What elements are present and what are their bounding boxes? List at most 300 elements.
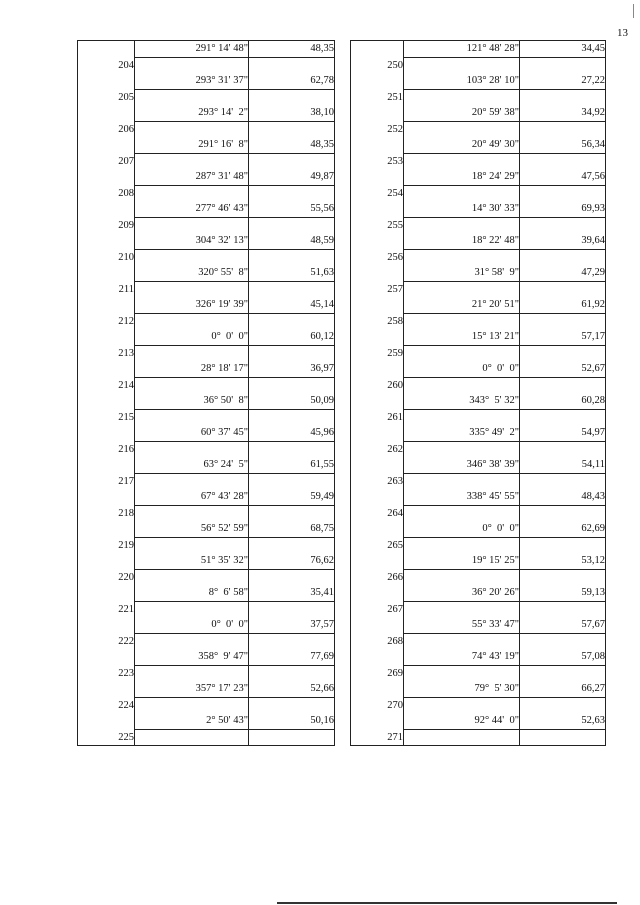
- direction-angle-cell: [135, 249, 249, 265]
- point-row: [351, 601, 606, 617]
- segment-length-cell: [249, 505, 335, 521]
- direction-angle-cell: 304° 32' 13": [135, 233, 249, 249]
- direction-angle-cell: 20° 59' 38": [404, 105, 520, 121]
- direction-angle-cell: 346° 38' 39": [404, 457, 520, 473]
- scan-edge-mark: [633, 4, 634, 18]
- segment-row: [351, 393, 606, 409]
- point-number-cell: 262: [351, 441, 404, 457]
- direction-angle-cell: [135, 633, 249, 649]
- segment-length-cell: [520, 537, 606, 553]
- segment-length-cell: [249, 569, 335, 585]
- segment-row: [78, 105, 335, 121]
- segment-row: [78, 201, 335, 217]
- point-row: [351, 537, 606, 553]
- point-number-cell: 252: [351, 121, 404, 137]
- point-number-cell: 213: [78, 345, 135, 361]
- direction-angle-cell: 92° 44' 0": [404, 713, 520, 729]
- point-number-cell: [78, 73, 135, 89]
- point-row: [351, 281, 606, 297]
- point-row: [78, 601, 335, 617]
- segment-length-cell: [249, 377, 335, 393]
- segment-length-cell: 61,55: [249, 457, 335, 473]
- direction-angle-cell: 18° 24' 29": [404, 169, 520, 185]
- segment-row: [351, 681, 606, 697]
- point-number-cell: [351, 297, 404, 313]
- point-number-cell: 221: [78, 601, 135, 617]
- segment-length-cell: 59,13: [520, 585, 606, 601]
- point-number-cell: 253: [351, 153, 404, 169]
- segment-row: [351, 201, 606, 217]
- segment-length-cell: [520, 409, 606, 425]
- point-number-cell: [78, 553, 135, 569]
- segment-length-cell: [520, 377, 606, 393]
- segment-row: [351, 137, 606, 153]
- point-row: [351, 249, 606, 265]
- segment-length-cell: 45,96: [249, 425, 335, 441]
- point-row: [78, 217, 335, 233]
- segment-length-cell: 49,87: [249, 169, 335, 185]
- direction-angle-cell: [404, 665, 520, 681]
- direction-angle-cell: 67° 43' 28": [135, 489, 249, 505]
- segment-length-cell: [520, 121, 606, 137]
- point-number-cell: [351, 169, 404, 185]
- segment-length-cell: 50,09: [249, 393, 335, 409]
- point-number-cell: 211: [78, 281, 135, 297]
- direction-angle-cell: [404, 473, 520, 489]
- direction-angle-cell: [404, 57, 520, 73]
- point-number-cell: 261: [351, 409, 404, 425]
- segment-length-cell: [249, 153, 335, 169]
- segment-length-cell: [520, 665, 606, 681]
- segment-length-cell: 55,56: [249, 201, 335, 217]
- segment-row: [351, 233, 606, 249]
- point-number-cell: [78, 137, 135, 153]
- direction-angle-cell: 20° 49' 30": [404, 137, 520, 153]
- point-row: [351, 729, 606, 746]
- point-number-cell: [78, 681, 135, 697]
- direction-angle-cell: 338° 45' 55": [404, 489, 520, 505]
- point-row: [351, 377, 606, 393]
- direction-angle-cell: 335° 49' 2": [404, 425, 520, 441]
- point-number-cell: [78, 649, 135, 665]
- direction-angle-cell: [404, 633, 520, 649]
- direction-angle-cell: 277° 46' 43": [135, 201, 249, 217]
- point-number-cell: 250: [351, 57, 404, 73]
- segment-row: [351, 553, 606, 569]
- direction-angle-cell: [404, 601, 520, 617]
- point-row: [351, 473, 606, 489]
- direction-angle-cell: 121° 48' 28": [404, 41, 520, 58]
- direction-angle-cell: [135, 537, 249, 553]
- segment-length-cell: [249, 185, 335, 201]
- segment-length-cell: [249, 665, 335, 681]
- direction-angle-cell: [404, 569, 520, 585]
- direction-angle-cell: [404, 697, 520, 713]
- segment-row: [78, 329, 335, 345]
- segment-length-cell: [249, 473, 335, 489]
- segment-length-cell: 77,69: [249, 649, 335, 665]
- point-number-cell: [78, 169, 135, 185]
- direction-angle-cell: 28° 18' 17": [135, 361, 249, 377]
- point-number-cell: [78, 489, 135, 505]
- direction-angle-cell: [404, 153, 520, 169]
- direction-angle-cell: 0° 0' 0": [135, 329, 249, 345]
- point-row: [351, 569, 606, 585]
- direction-angle-cell: 18° 22' 48": [404, 233, 520, 249]
- point-number-cell: [351, 713, 404, 729]
- point-number-cell: 260: [351, 377, 404, 393]
- point-number-cell: [78, 329, 135, 345]
- segment-length-cell: [249, 57, 335, 73]
- direction-angle-cell: [135, 697, 249, 713]
- direction-angle-cell: 31° 58' 9": [404, 265, 520, 281]
- point-row: [78, 633, 335, 649]
- point-row: [78, 377, 335, 393]
- point-number-cell: 207: [78, 153, 135, 169]
- segment-row: [78, 265, 335, 281]
- direction-angle-cell: [404, 313, 520, 329]
- point-row: [78, 537, 335, 553]
- point-number-cell: 225: [78, 729, 135, 746]
- coordinate-table-right: [350, 40, 606, 746]
- point-row: [78, 281, 335, 297]
- direction-angle-cell: 358° 9' 47": [135, 649, 249, 665]
- point-number-cell: [351, 649, 404, 665]
- direction-angle-cell: [404, 441, 520, 457]
- point-number-cell: [351, 137, 404, 153]
- point-number-cell: 205: [78, 89, 135, 105]
- point-number-cell: [351, 553, 404, 569]
- point-number-cell: [78, 585, 135, 601]
- segment-length-cell: 62,78: [249, 73, 335, 89]
- point-number-cell: 210: [78, 249, 135, 265]
- segment-length-cell: 60,28: [520, 393, 606, 409]
- point-row: [351, 153, 606, 169]
- direction-angle-cell: [135, 441, 249, 457]
- segment-length-cell: [520, 473, 606, 489]
- segment-row: [78, 649, 335, 665]
- segment-length-cell: 39,64: [520, 233, 606, 249]
- point-number-cell: 217: [78, 473, 135, 489]
- point-row: [351, 441, 606, 457]
- point-row: [351, 697, 606, 713]
- point-number-cell: 224: [78, 697, 135, 713]
- point-number-cell: [78, 265, 135, 281]
- direction-angle-cell: [135, 377, 249, 393]
- point-number-cell: [351, 233, 404, 249]
- segment-length-cell: [520, 697, 606, 713]
- point-number-cell: 209: [78, 217, 135, 233]
- segment-row: [351, 617, 606, 633]
- segment-length-cell: 68,75: [249, 521, 335, 537]
- point-number-cell: [78, 297, 135, 313]
- segment-row: [351, 457, 606, 473]
- segment-length-cell: 54,11: [520, 457, 606, 473]
- point-row: [351, 57, 606, 73]
- segment-length-cell: [520, 153, 606, 169]
- segment-length-cell: [249, 537, 335, 553]
- point-row: [78, 441, 335, 457]
- segment-length-cell: 52,67: [520, 361, 606, 377]
- segment-length-cell: 57,17: [520, 329, 606, 345]
- segment-row: [351, 329, 606, 345]
- point-number-cell: 271: [351, 729, 404, 746]
- segment-length-cell: [520, 249, 606, 265]
- point-number-cell: [351, 361, 404, 377]
- segment-length-cell: 53,12: [520, 553, 606, 569]
- segment-length-cell: [520, 345, 606, 361]
- point-row: [78, 697, 335, 713]
- segment-length-cell: 61,92: [520, 297, 606, 313]
- direction-angle-cell: 21° 20' 51": [404, 297, 520, 313]
- point-number-cell: 255: [351, 217, 404, 233]
- segment-length-cell: 54,97: [520, 425, 606, 441]
- point-number-cell: [351, 681, 404, 697]
- direction-angle-cell: 0° 0' 0": [135, 617, 249, 633]
- segment-row: [78, 457, 335, 473]
- segment-length-cell: 38,10: [249, 105, 335, 121]
- direction-angle-cell: [135, 281, 249, 297]
- segment-length-cell: [249, 409, 335, 425]
- segment-row: [78, 393, 335, 409]
- segment-length-cell: 56,34: [520, 137, 606, 153]
- segment-length-cell: [520, 569, 606, 585]
- segment-length-cell: 52,66: [249, 681, 335, 697]
- direction-angle-cell: 0° 0' 0": [404, 521, 520, 537]
- point-number-cell: 220: [78, 569, 135, 585]
- segment-row: [351, 425, 606, 441]
- segment-row: [351, 713, 606, 729]
- segment-length-cell: 60,12: [249, 329, 335, 345]
- direction-angle-cell: 287° 31' 48": [135, 169, 249, 185]
- segment-length-cell: [520, 633, 606, 649]
- point-number-cell: [351, 41, 404, 58]
- point-number-cell: 257: [351, 281, 404, 297]
- point-row: [78, 185, 335, 201]
- point-number-cell: 222: [78, 633, 135, 649]
- direction-angle-cell: 55° 33' 47": [404, 617, 520, 633]
- segment-length-cell: 45,14: [249, 297, 335, 313]
- direction-angle-cell: [404, 185, 520, 201]
- segment-length-cell: 48,43: [520, 489, 606, 505]
- segment-length-cell: [249, 441, 335, 457]
- segment-length-cell: 48,35: [249, 41, 335, 58]
- page-number: 13: [617, 27, 628, 39]
- segment-length-cell: 69,93: [520, 201, 606, 217]
- segment-length-cell: 57,08: [520, 649, 606, 665]
- direction-angle-cell: [404, 409, 520, 425]
- point-number-cell: [78, 617, 135, 633]
- segment-length-cell: [520, 89, 606, 105]
- point-number-cell: 218: [78, 505, 135, 521]
- direction-angle-cell: [404, 249, 520, 265]
- point-number-cell: 266: [351, 569, 404, 585]
- point-number-cell: [78, 393, 135, 409]
- point-number-cell: [78, 457, 135, 473]
- direction-angle-cell: [404, 537, 520, 553]
- direction-angle-cell: [135, 89, 249, 105]
- point-number-cell: [78, 713, 135, 729]
- point-row: [351, 505, 606, 521]
- segment-row: [78, 297, 335, 313]
- point-number-cell: [78, 361, 135, 377]
- segment-length-cell: [520, 57, 606, 73]
- segment-length-cell: [249, 89, 335, 105]
- segment-length-cell: [249, 313, 335, 329]
- direction-angle-cell: [135, 121, 249, 137]
- point-row: [78, 249, 335, 265]
- point-number-cell: 223: [78, 665, 135, 681]
- direction-angle-cell: [135, 217, 249, 233]
- segment-row: [78, 585, 335, 601]
- point-row: [78, 473, 335, 489]
- point-row: [78, 57, 335, 73]
- point-number-cell: [351, 585, 404, 601]
- point-number-cell: 216: [78, 441, 135, 457]
- segment-length-cell: [249, 345, 335, 361]
- segment-row: [351, 297, 606, 313]
- direction-angle-cell: 36° 50' 8": [135, 393, 249, 409]
- direction-angle-cell: [404, 89, 520, 105]
- point-number-cell: [351, 617, 404, 633]
- segment-row: [78, 617, 335, 633]
- direction-angle-cell: 326° 19' 39": [135, 297, 249, 313]
- segment-length-cell: [520, 281, 606, 297]
- segment-length-cell: [249, 281, 335, 297]
- direction-angle-cell: 8° 6' 58": [135, 585, 249, 601]
- segment-length-cell: [520, 441, 606, 457]
- point-number-cell: 254: [351, 185, 404, 201]
- direction-angle-cell: [135, 185, 249, 201]
- segment-row: [351, 73, 606, 89]
- point-number-cell: [351, 265, 404, 281]
- point-number-cell: 204: [78, 57, 135, 73]
- direction-angle-cell: [135, 601, 249, 617]
- segment-row: [78, 713, 335, 729]
- point-row: [78, 729, 335, 746]
- direction-angle-cell: 0° 0' 0": [404, 361, 520, 377]
- segment-length-cell: [249, 121, 335, 137]
- direction-angle-cell: 36° 20' 26": [404, 585, 520, 601]
- segment-row: [78, 361, 335, 377]
- segment-row: [78, 41, 335, 58]
- segment-length-cell: 51,63: [249, 265, 335, 281]
- segment-length-cell: 76,62: [249, 553, 335, 569]
- point-number-cell: 268: [351, 633, 404, 649]
- segment-length-cell: 48,35: [249, 137, 335, 153]
- point-number-cell: 256: [351, 249, 404, 265]
- segment-length-cell: 66,27: [520, 681, 606, 697]
- point-number-cell: [78, 41, 135, 58]
- point-number-cell: 206: [78, 121, 135, 137]
- point-number-cell: 265: [351, 537, 404, 553]
- segment-length-cell: [249, 217, 335, 233]
- direction-angle-cell: [135, 729, 249, 746]
- coordinate-table-left: [77, 40, 335, 746]
- direction-angle-cell: [135, 345, 249, 361]
- point-number-cell: 264: [351, 505, 404, 521]
- segment-length-cell: [520, 217, 606, 233]
- point-number-cell: [351, 489, 404, 505]
- segment-row: [78, 521, 335, 537]
- point-number-cell: 214: [78, 377, 135, 393]
- point-number-cell: [351, 457, 404, 473]
- point-row: [78, 569, 335, 585]
- direction-angle-cell: [135, 409, 249, 425]
- segment-length-cell: 52,63: [520, 713, 606, 729]
- segment-length-cell: [249, 729, 335, 746]
- segment-length-cell: [249, 249, 335, 265]
- direction-angle-cell: 63° 24' 5": [135, 457, 249, 473]
- point-number-cell: 212: [78, 313, 135, 329]
- direction-angle-cell: [135, 153, 249, 169]
- segment-row: [78, 681, 335, 697]
- direction-angle-cell: 60° 37' 45": [135, 425, 249, 441]
- segment-length-cell: 36,97: [249, 361, 335, 377]
- point-number-cell: [78, 233, 135, 249]
- footer-rule: [277, 902, 617, 904]
- point-number-cell: 215: [78, 409, 135, 425]
- segment-row: [351, 585, 606, 601]
- point-row: [78, 89, 335, 105]
- direction-angle-cell: 14° 30' 33": [404, 201, 520, 217]
- direction-angle-cell: [404, 377, 520, 393]
- point-row: [351, 185, 606, 201]
- point-number-cell: [351, 201, 404, 217]
- segment-length-cell: 50,16: [249, 713, 335, 729]
- point-row: [78, 409, 335, 425]
- direction-angle-cell: 2° 50' 43": [135, 713, 249, 729]
- point-row: [78, 153, 335, 169]
- point-row: [351, 409, 606, 425]
- direction-angle-cell: 357° 17' 23": [135, 681, 249, 697]
- segment-row: [351, 361, 606, 377]
- segment-length-cell: [520, 729, 606, 746]
- direction-angle-cell: [404, 217, 520, 233]
- point-row: [351, 665, 606, 681]
- direction-angle-cell: [135, 313, 249, 329]
- point-number-cell: [351, 105, 404, 121]
- segment-row: [351, 265, 606, 281]
- point-row: [351, 345, 606, 361]
- direction-angle-cell: 56° 52' 59": [135, 521, 249, 537]
- segment-row: [78, 553, 335, 569]
- segment-length-cell: [520, 313, 606, 329]
- point-number-cell: 251: [351, 89, 404, 105]
- segment-row: [78, 489, 335, 505]
- segment-row: [78, 73, 335, 89]
- segment-length-cell: [520, 601, 606, 617]
- segment-length-cell: 47,29: [520, 265, 606, 281]
- direction-angle-cell: [404, 345, 520, 361]
- point-number-cell: 269: [351, 665, 404, 681]
- point-number-cell: 270: [351, 697, 404, 713]
- point-row: [351, 121, 606, 137]
- point-number-cell: 208: [78, 185, 135, 201]
- point-number-cell: [78, 105, 135, 121]
- segment-length-cell: 34,45: [520, 41, 606, 58]
- point-number-cell: [351, 73, 404, 89]
- direction-angle-cell: [135, 473, 249, 489]
- direction-angle-cell: 343° 5' 32": [404, 393, 520, 409]
- point-row: [351, 217, 606, 233]
- table-body: [351, 41, 606, 746]
- segment-length-cell: 57,67: [520, 617, 606, 633]
- point-number-cell: 267: [351, 601, 404, 617]
- direction-angle-cell: [404, 121, 520, 137]
- point-number-cell: [351, 521, 404, 537]
- point-number-cell: [351, 329, 404, 345]
